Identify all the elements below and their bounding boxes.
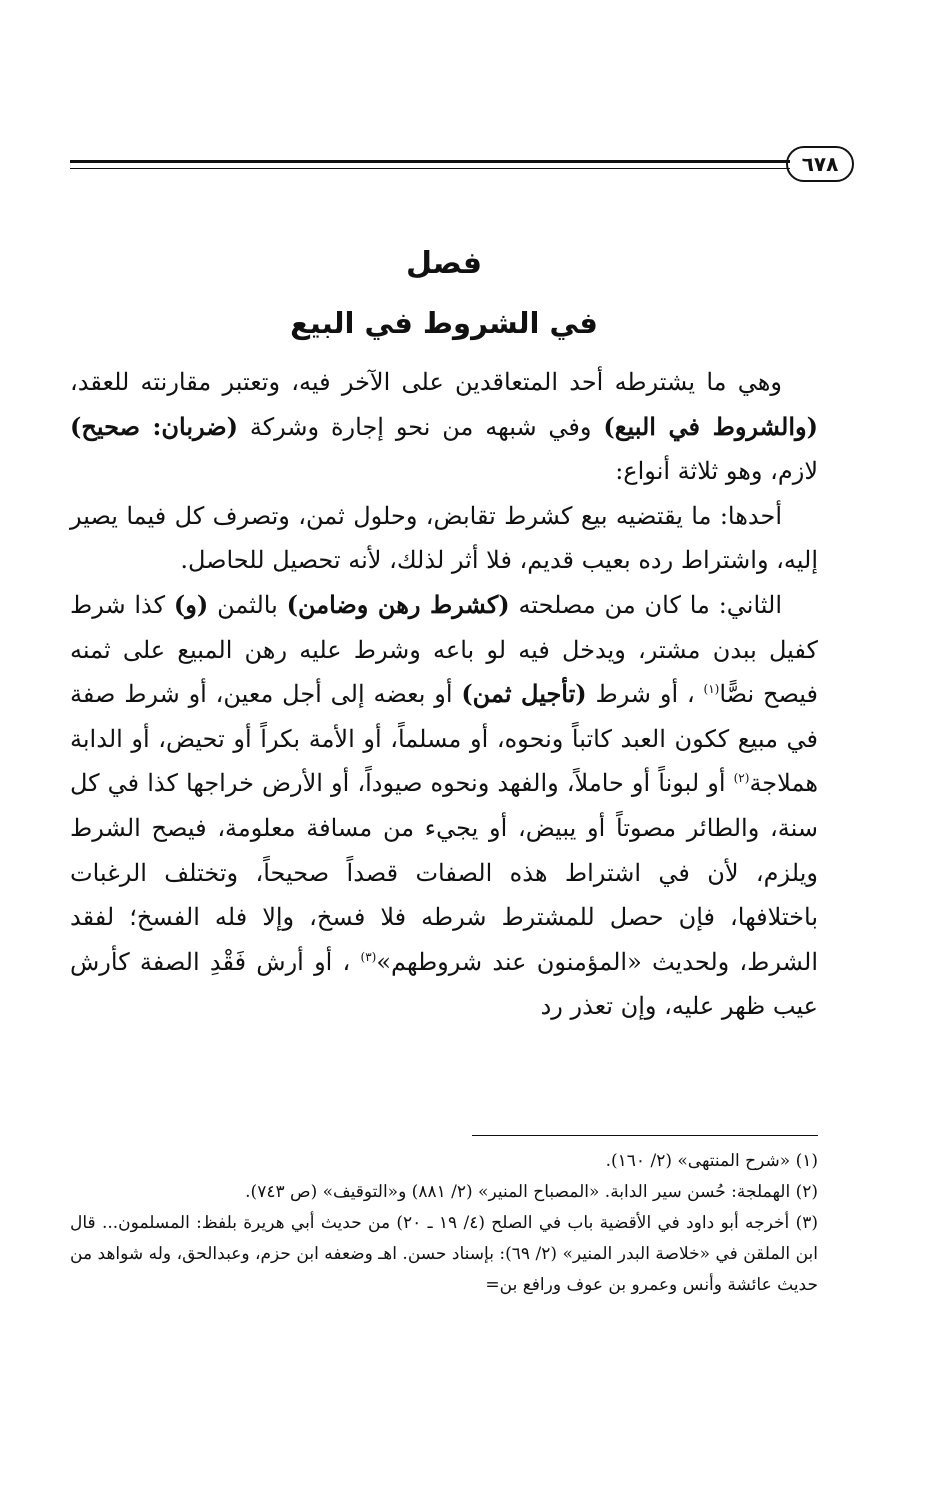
paragraph-intro (70, 360, 818, 494)
footnote-ref: (٣) (360, 949, 377, 964)
text-run: لازم، وهو ثلاثة أنواع: (615, 457, 818, 486)
text-run: أو لبوناً أو حاملاً، والفهد ونحوه صيوداً، أو الأرض خراجها كذا في كل سنة، والطائر مصوتاً أو يبيض، أو يجيء من مسافة معلومة، فيصح الشرط ويلزم، لأن في اشتراط هذه الصفات قصداً صحيحاً، وتختلف الرغبات باختلافها، فإن حصل للمشترط شرطه فلا فسخ، وإلا فله الفسخ؛ لفقد الشرط، ولحديث «المؤمنون عند شروطهم» (70, 769, 819, 976)
bold-term: (كشرط رهن وضامن) (286, 589, 510, 619)
footnote-ref: (١) (703, 682, 720, 697)
header-rule (70, 160, 790, 169)
footnote-ref: (٢) (733, 771, 750, 786)
paragraph-first-type: أحدها: ما يقتضيه بيع كشرط تقابض، وحلول ثمن، وتصرف كل فيما يصير إليه، واشتراط رده بعيب قديم، فلا أثر لذلك، لأنه تحصيل للحاصل. (70, 501, 818, 575)
page-number: ٦٧٨ (786, 146, 854, 182)
body-text (70, 360, 818, 1029)
text-run: بالثمن (208, 590, 287, 619)
bold-term: (والشروط في البيع) (603, 411, 818, 441)
text-run: الثاني: ما كان من مصلحته (509, 590, 783, 619)
bold-term: (تأجيل ثمن) (461, 679, 587, 709)
footnote-rule (472, 1135, 818, 1136)
section-title: فصل (406, 246, 482, 281)
bold-term: (ضربان: صحيح) (70, 411, 239, 441)
text-run: ، أو شرط (586, 680, 704, 709)
text-run: كذا شرط كفيل ببدن مشتر، ويدخل فيه لو باعه وشرط عليه رهن المبيع على ثمنه فيصح نصًّا (70, 590, 818, 709)
footnote-1: (١) «شرح المنتهى» (٢/ ١٦٠). (605, 1151, 818, 1171)
text-run: ، أو أرش فَقْدِ الصفة كأرش عيب ظهر عليه، وإن تعذر رد (70, 947, 818, 1021)
section-subtitle: في الشروط في البيع (290, 306, 598, 340)
text-run: أو بعضه إلى أجل معين، أو شرط صفة في مبيع ككون العبد كاتباً ونحوه، أو مسلماً، أو الأمة بكراً أو تحيض، أو الدابة هملاجة (70, 680, 818, 798)
text-run: وفي شبهه من نحو إجارة وشركة (238, 412, 604, 441)
footnote-3: (٣) أخرجه أبو داود في الأقضية باب في الصلح (٤/ ١٩ ـ ٢٠) من حديث أبي هريرة بلفظ: المسلمون... قال ابن الملقن في «خلاصة البدر المنير» (٢/ ٦٩): بإسناد حسن. اهـ وضعفه ابن حزم، وعبدالحق، وله شواهد من حديث عائشة وأنس وعمرو بن عوف ورافع بن= (70, 1213, 818, 1295)
footnote-2: (٢) الهملجة: حُسن سير الدابة. «المصباح المنير» (٢/ ٨٨١) و«التوقيف» (ص ٧٤٣). (245, 1182, 818, 1202)
footnotes (70, 1146, 818, 1301)
text-run: وهي ما يشترطه أحد المتعاقدين على الآخر فيه، وتعتبر مقارنته للعقد، (70, 368, 782, 396)
bold-term: (و) (173, 589, 209, 619)
paragraph-second-type (70, 583, 818, 1029)
